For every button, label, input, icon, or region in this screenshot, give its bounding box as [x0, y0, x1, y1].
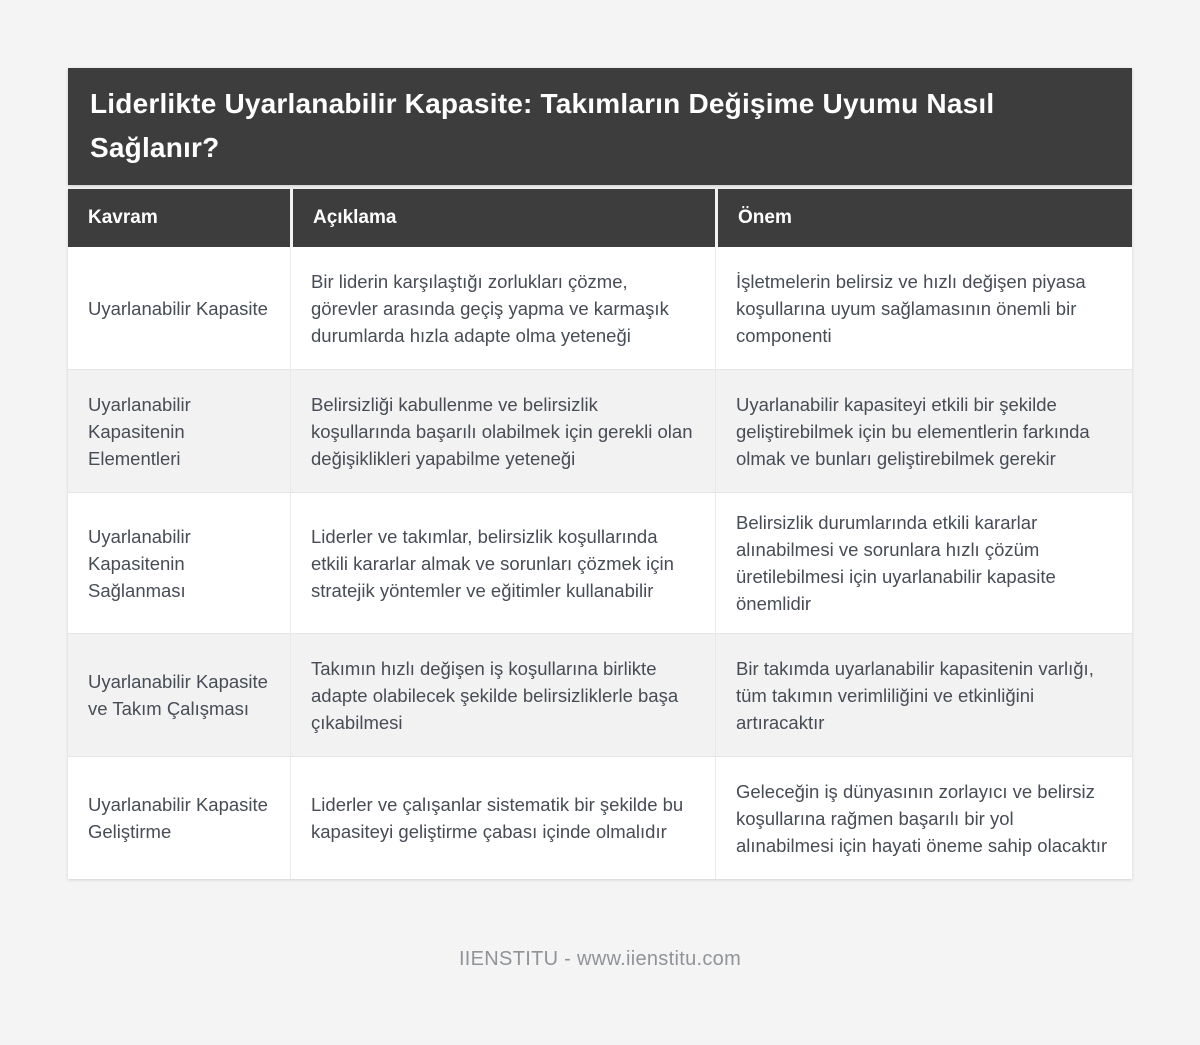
table-body [68, 247, 1132, 879]
concepts-table [68, 189, 1132, 879]
table-header-row [68, 189, 1132, 247]
table-row [68, 756, 1132, 879]
table-row [68, 492, 1132, 633]
cell-aciklama: Liderler ve takımlar, belirsizlik koşullarında etkili kararlar almak ve sorunları çözmek için stratejik yöntemler ve eğitimler kullanabilir [290, 493, 715, 633]
column-header-kavram: Kavram [68, 189, 290, 247]
table-row [68, 247, 1132, 369]
column-header-aciklama: Açıklama [290, 189, 715, 247]
cell-kavram: Uyarlanabilir Kapasitenin Elementleri [88, 393, 191, 469]
table-row [68, 633, 1132, 756]
article-card [68, 68, 1132, 879]
title-bar [68, 68, 1132, 185]
page-title: Liderlikte Uyarlanabilir Kapasite: Takımların Değişime Uyumu Nasıl Sağlanır? [90, 88, 995, 163]
cell-aciklama: Takımın hızlı değişen iş koşullarına birlikte adapte olabilecek şekilde belirsizliklerle başa çıkabilmesi [290, 634, 715, 756]
cell-kavram: Uyarlanabilir Kapasite Geliştirme [88, 794, 268, 842]
footer-credit: IIENSTITU - www.iienstitu.com [458, 948, 742, 970]
table-header [68, 189, 1132, 247]
cell-aciklama: Liderler ve çalışanlar sistematik bir şekilde bu kapasiteyi geliştirme çabası içinde olmalıdır [290, 757, 715, 879]
cell-onem: Geleceğin iş dünyasının zorlayıcı ve belirsiz koşullarına rağmen başarılı bir yol alınabilmesi için hayati öneme sahip olacaktır [715, 757, 1132, 879]
cell-aciklama: Belirsizliği kabullenme ve belirsizlik koşullarında başarılı olabilmek için gerekli olan değişiklikleri yapabilme yeteneği [290, 370, 715, 492]
cell-onem: Belirsizlik durumlarında etkili kararlar alınabilmesi ve sorunlara hızlı çözüm üretilebilmesi için uyarlanabilir kapasite önemlidir [715, 493, 1132, 633]
cell-aciklama: Bir liderin karşılaştığı zorlukları çözme, görevler arasında geçiş yapma ve karmaşık durumlarda hızla adapte olma yeteneği [290, 247, 715, 369]
cell-onem: Uyarlanabilir kapasiteyi etkili bir şekilde geliştirebilmek için bu elementlerin farkında olmak ve bunları geliştirebilmek gerekir [715, 370, 1132, 492]
cell-kavram: Uyarlanabilir Kapasite ve Takım Çalışması [88, 671, 268, 719]
column-header-onem: Önem [715, 189, 1132, 247]
cell-onem: İşletmelerin belirsiz ve hızlı değişen piyasa koşullarına uyum sağlamasının önemli bir componenti [715, 247, 1132, 369]
cell-kavram: Uyarlanabilir Kapasite [88, 297, 268, 319]
cell-onem: Bir takımda uyarlanabilir kapasitenin varlığı, tüm takımın verimliliğini ve etkinliğini artıracaktır [715, 634, 1132, 756]
table-row [68, 369, 1132, 492]
cell-kavram: Uyarlanabilir Kapasitenin Sağlanması [88, 525, 191, 601]
